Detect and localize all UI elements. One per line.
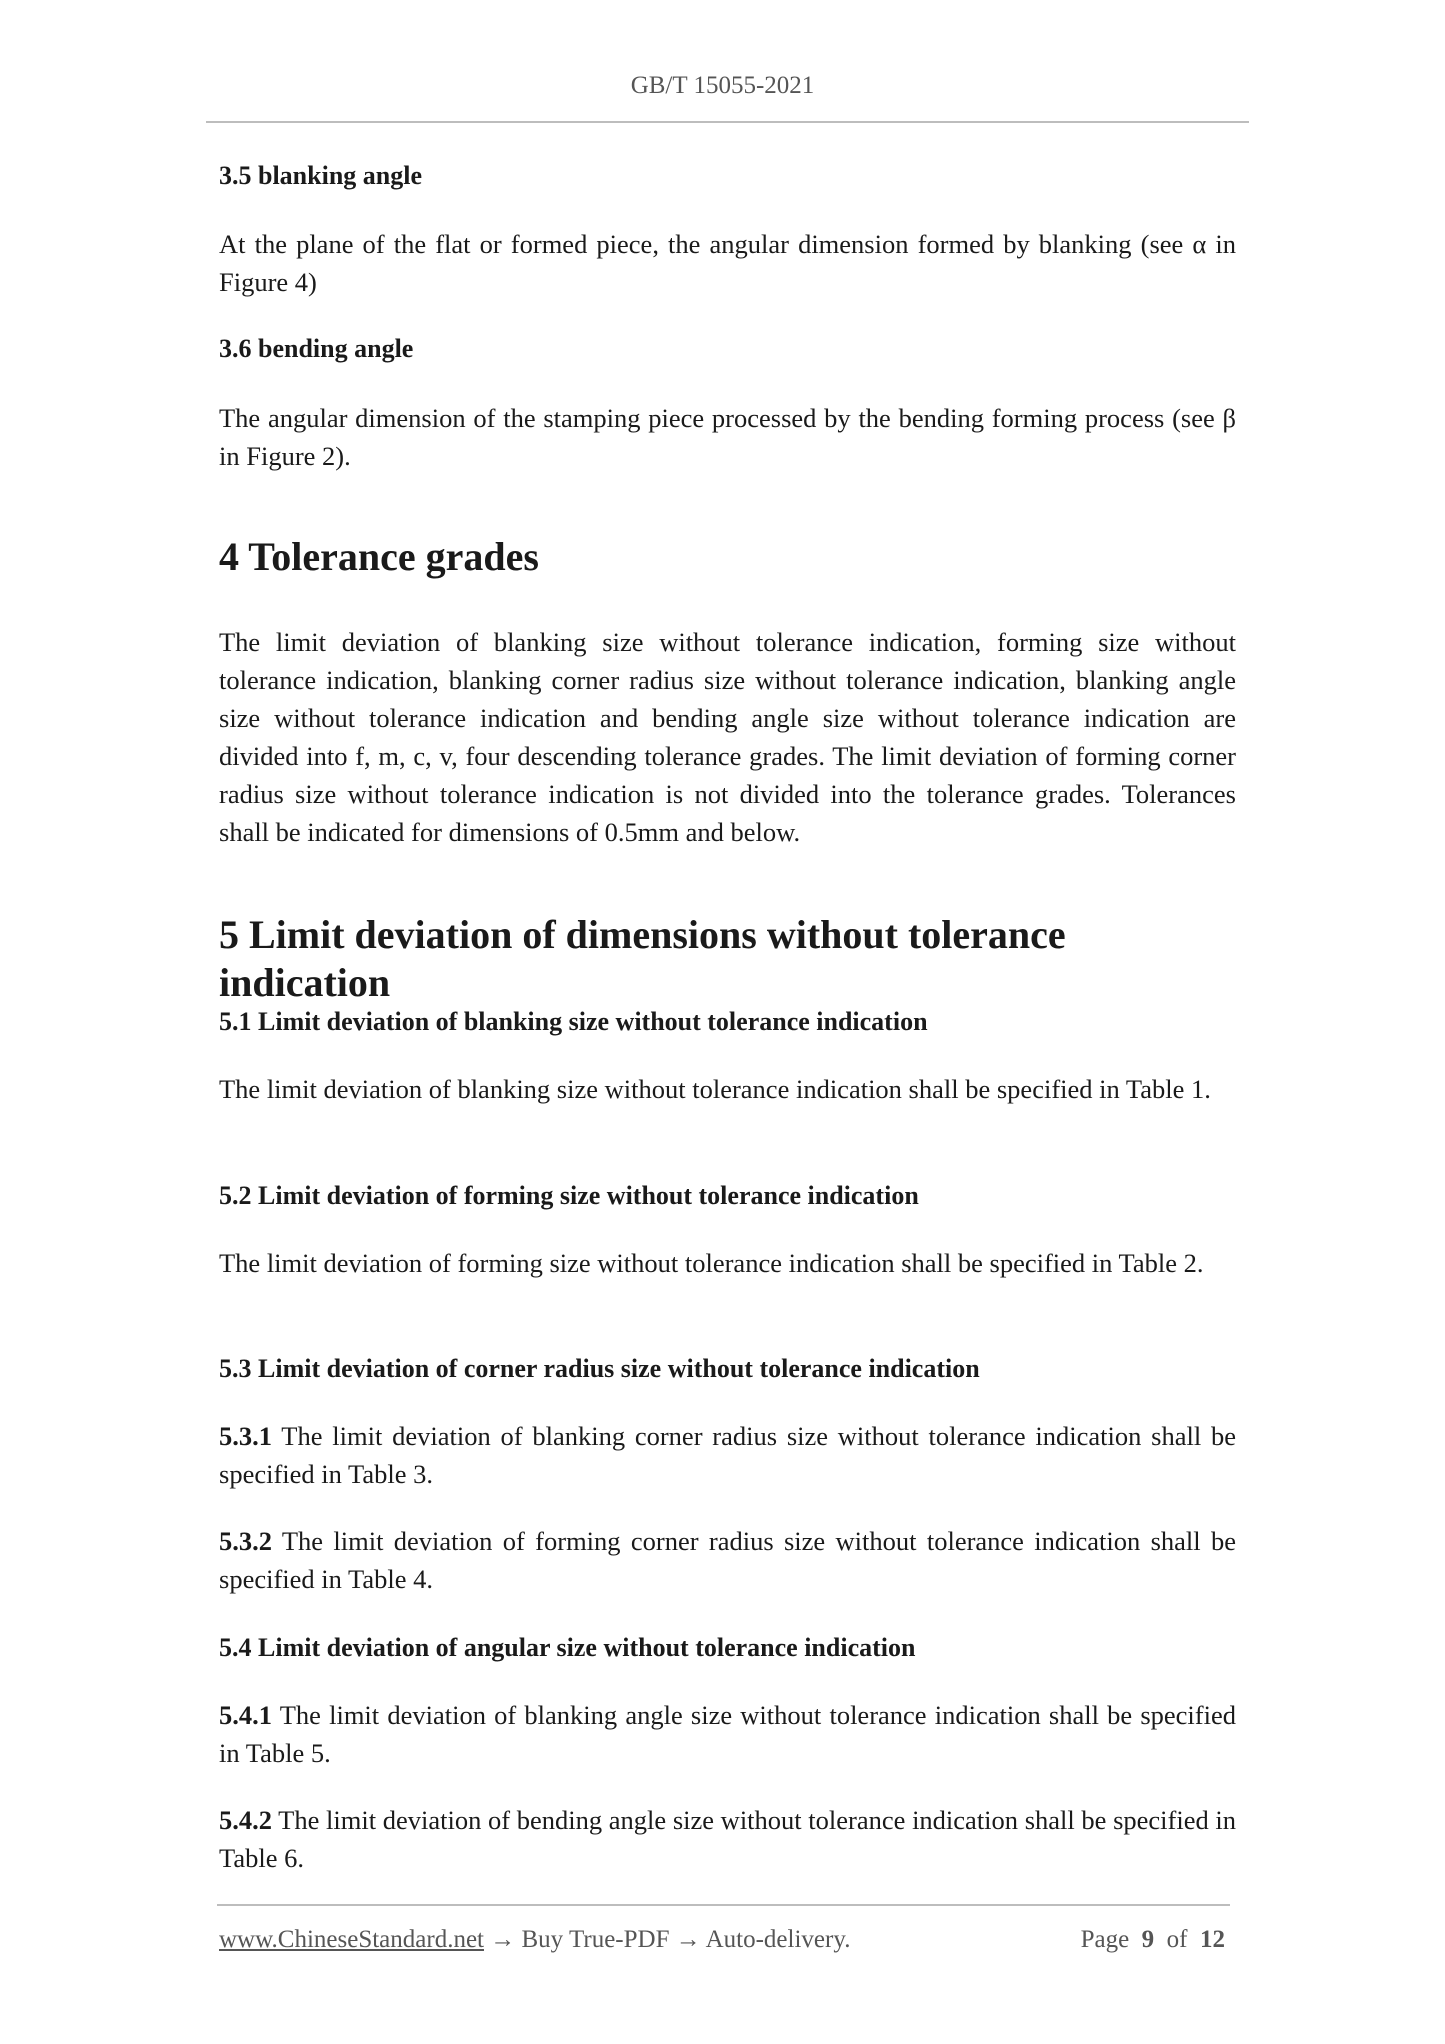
section-5-1-title: 5.1 Limit deviation of blanking size without tolerance indication	[219, 1007, 928, 1036]
clause-number: 5.3.1	[219, 1421, 272, 1451]
page-label: Page	[1080, 1926, 1130, 1953]
section-5-4-2	[219, 1801, 1236, 1877]
of-label: of	[1166, 1926, 1188, 1953]
section-5-3-1	[219, 1417, 1236, 1493]
page-indicator	[1081, 1926, 1225, 1954]
section-4-text: The limit deviation of blanking size without tolerance indication, forming size without tolerance indication, blanking corner radius size without tolerance indication, blanking angle size without tolerance indication and bending angle size without tolerance indication are divided into f, m, c, v, four descending tolerance grades. The limit deviation of forming corner radius size without tolerance indication is not divided into the tolerance grades. Tolerances shall be indicated for dimensions of 0.5mm and below.	[219, 627, 1236, 847]
section-5-2-text: The limit deviation of forming size without tolerance indication shall be specified in Table 2.	[219, 1248, 1204, 1278]
section-5-1-text: The limit deviation of blanking size without tolerance indication shall be specified in Table 1.	[219, 1074, 1211, 1104]
section-5-title: 5 Limit deviation of dimensions without tolerance indication	[219, 912, 1066, 1005]
clause-number: 5.4.1	[219, 1700, 272, 1730]
page-total: 12	[1200, 1926, 1225, 1953]
header-divider	[206, 121, 1249, 123]
footer-divider	[217, 1904, 1230, 1906]
section-5-2-title: 5.2 Limit deviation of forming size without tolerance indication	[219, 1181, 919, 1210]
section-3-5-title: 3.5 blanking angle	[219, 161, 423, 190]
section-5-4-title: 5.4 Limit deviation of angular size without tolerance indication	[219, 1633, 916, 1662]
clause-text: The limit deviation of forming corner radius size without tolerance indication shall be specified in Table 4.	[219, 1526, 1236, 1594]
section-3-6-text: The angular dimension of the stamping piece processed by the bending forming process (see β in Figure 2).	[219, 403, 1236, 471]
clause-number: 5.4.2	[219, 1805, 272, 1835]
section-3-6-title: 3.6 bending angle	[219, 334, 414, 363]
page-number: 9	[1141, 1926, 1155, 1953]
section-3-5-text: At the plane of the flat or formed piece, the angular dimension formed by blanking (see α in Figure 4)	[219, 229, 1236, 297]
website-link[interactable]: www.ChineseStandard.net	[219, 1926, 484, 1953]
footer-promo-text: → Buy True-PDF → Auto-delivery.	[484, 1926, 851, 1953]
clause-text: The limit deviation of bending angle size without tolerance indication shall be specified in Table 6.	[219, 1805, 1236, 1873]
clause-text: The limit deviation of blanking angle size without tolerance indication shall be specified in Table 5.	[219, 1700, 1236, 1768]
section-5-4-1	[219, 1696, 1236, 1772]
clause-number: 5.3.2	[219, 1526, 272, 1556]
section-5-3-2	[219, 1522, 1236, 1598]
clause-text: The limit deviation of blanking corner radius size without tolerance indication shall be specified in Table 3.	[219, 1421, 1236, 1489]
footer-left	[219, 1926, 850, 1954]
section-4-title: 4 Tolerance grades	[219, 534, 539, 579]
document-id-header: GB/T 15055-2021	[630, 72, 815, 99]
section-5-3-title: 5.3 Limit deviation of corner radius size without tolerance indication	[219, 1354, 980, 1383]
